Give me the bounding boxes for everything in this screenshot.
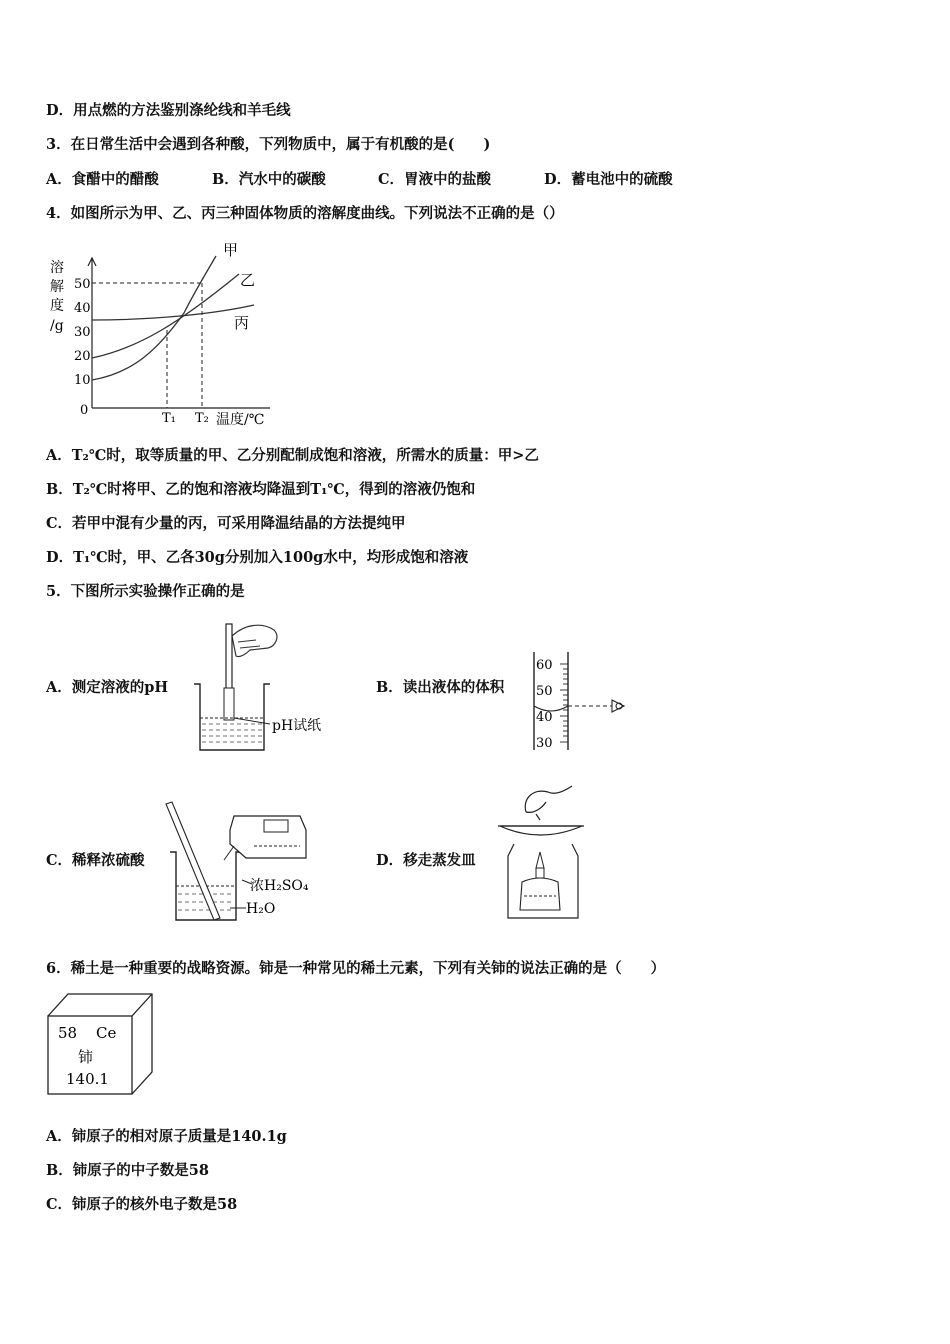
scale-60: 60: [536, 658, 553, 673]
acid-label: 浓H₂SO₄: [250, 878, 309, 894]
q3-option-d: D．蓄电池中的硫酸: [544, 171, 673, 188]
y-axis-label-1: 溶: [50, 260, 64, 276]
dilute-acid-figure: [160, 800, 330, 925]
y-tick-40: 40: [74, 301, 91, 316]
q2-option-d: D．用点燃的方法鉴别涤纶线和羊毛线: [46, 102, 291, 119]
scale-30: 30: [536, 736, 553, 751]
atomic-mass: 140.1: [66, 1070, 109, 1088]
x-axis-label: 温度/℃: [216, 412, 265, 428]
series-label-jia: 甲: [223, 241, 239, 259]
q5-option-c: C．稀释浓硫酸: [46, 852, 145, 869]
glass-rod: [226, 624, 232, 694]
q3-stem: 3．在日常生活中会遇到各种酸，下列物质中，属于有机酸的是( ): [46, 136, 491, 153]
q6-option-c: C．铈原子的核外电子数是58: [46, 1196, 238, 1213]
liquid-hatching: [202, 724, 262, 742]
q4-option-b: B．T₂℃时将甲、乙的饱和溶液均降温到T₁℃，得到的溶液仍饱和: [46, 481, 476, 498]
evaporating-dish: [500, 826, 582, 835]
y-axis-label-3: 度: [50, 298, 64, 314]
q5-stem: 5．下图所示实验操作正确的是: [46, 583, 245, 600]
cylinder-reading-figure: [528, 650, 638, 752]
q4-option-a: A．T₂℃时，取等质量的甲、乙分别配制成饱和溶液，所需水的质量：甲>乙: [46, 447, 539, 464]
q6-stem: 6．稀土是一种重要的战略资源。铈是一种常见的稀土元素，下列有关铈的说法正确的是（ ）: [46, 960, 666, 977]
finger-lines: [238, 640, 260, 648]
y-tick-30: 30: [74, 325, 91, 340]
atomic-number: 58: [58, 1024, 78, 1042]
element-symbol: Ce: [96, 1024, 117, 1042]
y-tick-50: 50: [74, 277, 91, 292]
q5-option-d: D．移走蒸发皿: [376, 852, 476, 869]
evaporating-dish-figure: [496, 784, 592, 924]
x-tick-t1: T₁: [162, 411, 176, 426]
q6-option-a: A．铈原子的相对原子质量是140.1g: [46, 1128, 287, 1145]
ph-paper-strip: [224, 688, 234, 720]
ph-paper-label: pH试纸: [272, 718, 322, 734]
scale-40: 40: [536, 710, 553, 725]
element-name: 铈: [78, 1048, 94, 1066]
alcohol-lamp: [520, 878, 560, 910]
scale-50: 50: [536, 684, 553, 699]
q5-option-b: B．读出液体的体积: [376, 679, 505, 696]
q4-option-d: D．T₁℃时，甲、乙各30g分别加入100g水中，均形成饱和溶液: [46, 549, 469, 566]
ph-test-figure: [190, 618, 340, 758]
series-label-yi: 乙: [240, 271, 256, 289]
curve-yi: [92, 274, 239, 358]
curve-bing: [92, 305, 254, 320]
q6-option-b: B．铈原子的中子数是58: [46, 1162, 209, 1179]
q3-option-c: C．胃液中的盐酸: [378, 171, 492, 188]
hand-icon: [525, 786, 572, 820]
y-tick-10: 10: [74, 373, 91, 388]
flame: [536, 852, 544, 868]
q3-option-b: B．汽水中的碳酸: [212, 171, 326, 188]
water-label: H₂O: [246, 901, 276, 917]
cylinder-scale: [560, 664, 568, 742]
q3-option-a: A．食醋中的醋酸: [46, 171, 159, 188]
y-axis-label-4: /g: [50, 318, 64, 334]
lamp-neck: [536, 868, 544, 878]
solubility-curve-graph: [44, 238, 294, 428]
y-axis-label-2: 解: [50, 279, 64, 295]
q3-options: [46, 170, 673, 190]
acid-stream: [224, 846, 234, 860]
bottle-label: [264, 820, 288, 832]
hand-icon: [232, 625, 277, 656]
element-card: [44, 992, 158, 1096]
eye-icon: [612, 700, 624, 712]
origin-label: 0: [80, 403, 89, 418]
y-tick-20: 20: [74, 349, 91, 364]
x-tick-t2: T₂: [195, 411, 209, 426]
q5-option-a: A．测定溶液的pH: [46, 679, 169, 696]
q4-option-c: C．若甲中混有少量的丙，可采用降温结晶的方法提纯甲: [46, 515, 406, 532]
q4-stem: 4．如图所示为甲、乙、丙三种固体物质的溶解度曲线。下列说法不正确的是（）: [46, 205, 564, 222]
series-label-bing: 丙: [234, 314, 250, 332]
card-corner-edge: [132, 994, 152, 1016]
